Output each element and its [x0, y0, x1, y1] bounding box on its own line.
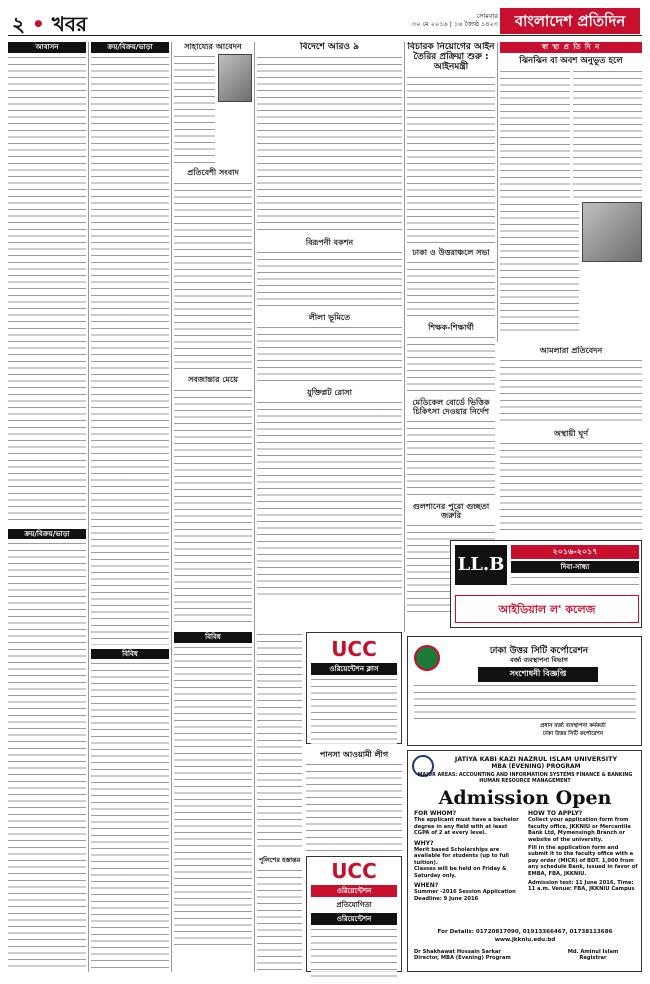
why-heading: WHY? [414, 839, 434, 847]
aam-column [500, 346, 642, 532]
appeal-column [174, 42, 252, 972]
dncc-emblem-icon [414, 645, 440, 671]
jkkniu-details: For Details: 01720817090, 01913366467, 01738113686 [437, 929, 613, 935]
for-whom-text: The applicant must have a bachelor degree in any field with at least CGPA of 2 at every level. [414, 817, 519, 837]
health-photo [582, 202, 642, 262]
dncc-subtitle: বর্জ্য ব্যবস্থাপনা বিভাগ [510, 656, 568, 664]
ucc-logo-1: UCC [331, 637, 377, 661]
misc-header-3: বিবিধ [174, 632, 252, 643]
how-1: Collect your application form from faculty office, JKKNIU or Mercantile Bank Ltd, Mymensingh Branch or website of the university. [528, 817, 631, 843]
llb-badge: LL.B [455, 545, 507, 585]
when-heading: WHEN? [414, 882, 439, 890]
jkkniu-university: JATIYA KABI KAZI NAZRUL ISLAM UNIVERSITY [454, 755, 618, 763]
llb-college: আইডিয়াল ল' কলেজ [455, 595, 639, 623]
buy-sell-header: ক্রয়/বিক্রয়/ভাড়া [91, 42, 169, 53]
llb-year: ২০১৬-২০১৭ [511, 545, 639, 559]
admission-test: Admission test: 11 June 2016. Time: 11 a.m. Venue: FBA, JKKNIU Campus [528, 880, 635, 893]
eye-headline: ঝিনঝিন বা অবশ অনুভূত হলে [519, 55, 623, 66]
director-role: Director, MBA (Evening) Program [414, 955, 511, 962]
dncc-notice [407, 636, 642, 746]
why-2: Classes will be held on Friday & Saturday only. [414, 866, 507, 879]
classified-text-2 [8, 541, 86, 972]
police-headline: পুলিশের হস্তান্তর [258, 856, 301, 864]
classified-column [8, 42, 86, 972]
jkkniu-program: MBA (EVENING) PROGRAM [491, 763, 581, 770]
jkkniu-website: www.jkkniu.edu.bd [494, 937, 556, 943]
section-name: খবর [51, 12, 88, 36]
why-1: Merit based Scholarships are available for students (up to full tuition). [414, 847, 509, 866]
appeal-subhead: প্রতিবেশী সংবাদ [187, 168, 239, 177]
buy-sell-header-2: ক্রয়/বিক্রয়/ভাড়া [8, 529, 86, 540]
masthead [8, 6, 642, 36]
how-heading: HOW TO APPLY? [528, 810, 583, 817]
misc-header: বিবিধ [91, 649, 169, 660]
issue-date: সোমবার ৩০ মে ২০১৬ | ১৬ জ্যৈষ্ঠ ১৪২৩ [411, 12, 498, 28]
appeal-photo [218, 54, 252, 102]
sub-headline-7: অস্থায়ী ঘূর্ণ [553, 429, 589, 438]
registrar-role: Registrar [579, 955, 607, 962]
director-name: Dr Shakhawat Hossain Sarkar [414, 949, 501, 955]
page-number: ২ • খবর [12, 12, 88, 36]
mob-headline: পানসা আওয়ামী লীগ [319, 750, 389, 759]
jkkniu-headline: Admission Open [438, 787, 612, 809]
sub-headline-5: ঢাকা ও উত্তরাঞ্চলে সভা [412, 248, 490, 257]
classified-header: আবাসন [8, 42, 86, 53]
sub-headline-3: যুক্তিপ্লট রোসা [307, 388, 352, 397]
buy-sell-text [91, 55, 169, 645]
health-header: স্বা স্থ্য প্র তি দি ন [500, 42, 642, 53]
newspaper-logo: বাংলাদেশ প্রতিদিন [500, 8, 640, 34]
classified-text [8, 55, 86, 525]
how-2: Fill in the application form and submit it to the faculty office with a pay order (MICR) of BDT. 1,000 from any schedule Bank, issued in favor of EMBA, FBA, JKKNIU. [528, 845, 638, 877]
jkkniu-ad [407, 750, 642, 972]
ucc-ad-2: UCC ওরিয়েন্টেশন প্রতিযোগিতা ওরিয়েন্টেশন [306, 856, 402, 972]
ucc-line-1: ওরিয়েন্টেশন ক্লাস [311, 663, 397, 675]
dncc-notice-title: সংশোধনী বিজ্ঞপ্তি [478, 667, 598, 682]
misc-text [91, 661, 169, 972]
medical-headline: মেডিকেল বোর্ডে ভিত্তিক চিকিৎসা দেওয়ার নির্দেশ [412, 398, 490, 416]
buy-sell-column [91, 42, 169, 972]
health-column [500, 42, 642, 342]
llb-ad [450, 540, 642, 628]
when-text: Summer -2016 Session Application Deadline: 9 June 2016 [414, 889, 516, 902]
dncc-signature: প্রধান বর্জ্য ব্যবস্থাপনা কর্মকর্তা [540, 723, 606, 729]
sub-headline-2: লীলা ভূমিতে [308, 313, 351, 322]
registrar-name: Md. Aminul Islam [567, 949, 619, 955]
foreign-headline: বিদেশে আরও ৯ [299, 42, 360, 52]
ucc-ad-1 [306, 632, 402, 744]
llb-shift: দিবা-সান্ধ্য [511, 561, 639, 573]
appeal-header: সাহায্যের আবেদন [184, 42, 242, 51]
sub-headline-6: শিক্ষক-শিক্ষার্থী [428, 323, 474, 332]
sub-headline-4: সবজান্তার মেয়ে [188, 375, 238, 384]
dncc-org-line: ঢাকা উত্তর সিটি কর্পোরেশন [542, 731, 604, 737]
couple-headline: গুলশানের পুরো গুচ্ছতা জরুরি [412, 502, 490, 520]
aam-headline: আমলারা প্রতিবেদন [539, 346, 603, 355]
dncc-title: ঢাকা উত্তর সিটি কর্পোরেশন [489, 646, 589, 656]
for-whom-heading: FOR WHOM? [414, 810, 457, 817]
sub-headline-1: বিরূপনী বকশন [305, 238, 354, 247]
judges-headline: বিচারক নিয়োগের আইন তৈরির প্রক্রিয়া শুরু : আইনমন্ত্রী [407, 42, 495, 72]
jkkniu-majors: MAJOR AREAS: ACCOUNTING AND INFORMATION SYSTEMS FINANCE & BANKING HUMAN RESOURCE MANAGEMENT [417, 773, 633, 784]
ucc-logo-2: UCC [331, 859, 377, 883]
